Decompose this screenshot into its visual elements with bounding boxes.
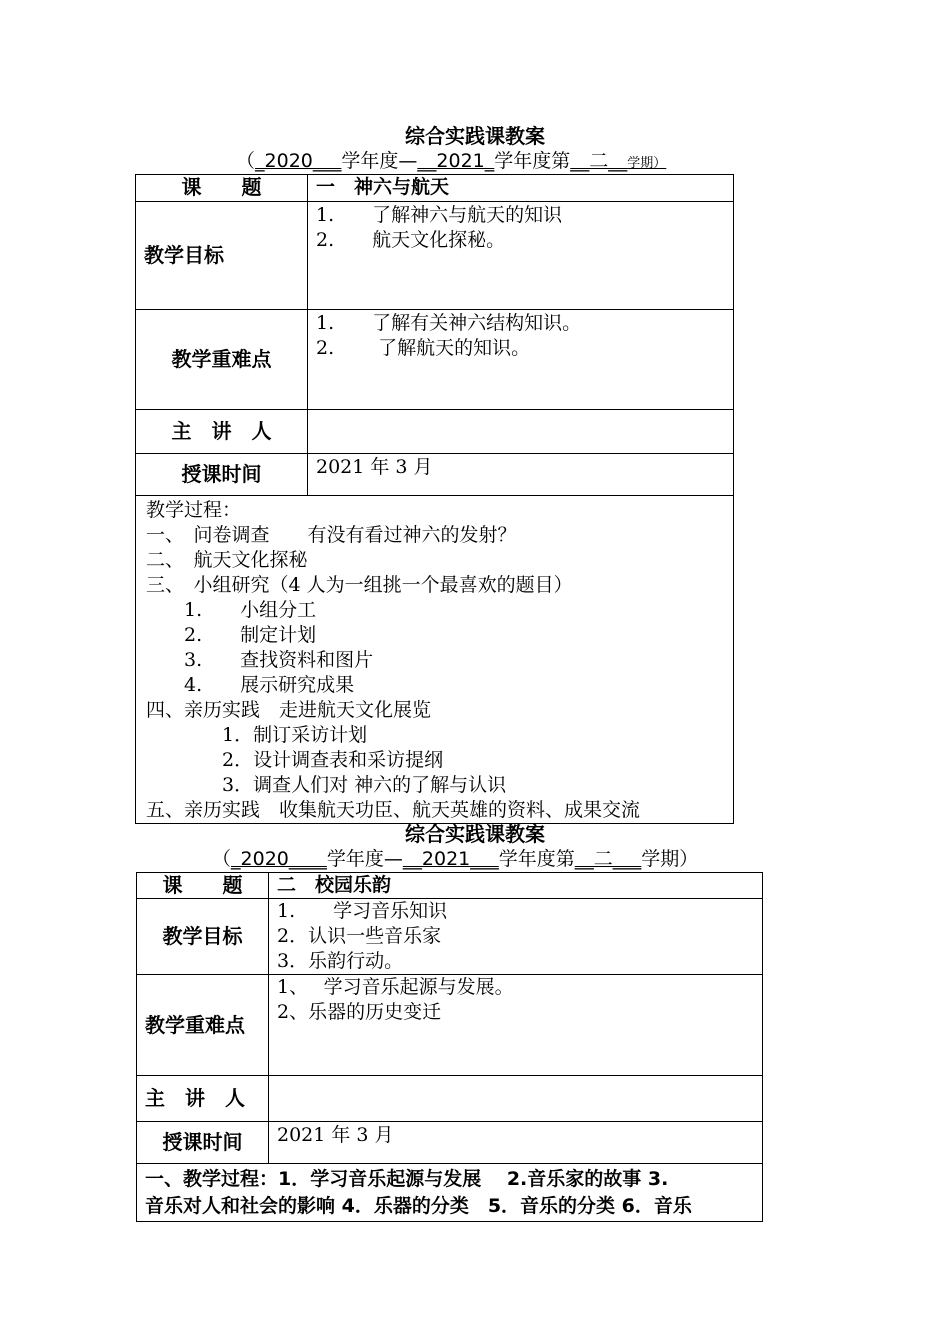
process-line: 1. 小组分工 [146,599,317,621]
process-cell [137,1164,763,1222]
goals-label: 教学目标 [136,202,308,310]
topic-label: 课 题 [137,873,269,899]
topic-label: 课 题 [136,175,308,202]
subtitle-year-end: __2021_ [417,150,495,172]
subtitle-year-end: __2021___ [402,848,499,870]
process-line: 3．调查人们对 神六的了解与认识 [146,774,507,796]
goals-row [137,899,763,975]
keypoints-row [136,310,734,410]
keypoints-cell [269,975,763,1076]
time-cell [308,454,734,496]
process-line: 二、 航天文化探秘 [146,549,308,571]
process-line: 3. 查找资料和图片 [146,649,374,671]
process-line: 四、亲历实践 走进航天文化展览 [146,699,432,721]
plan2-table [136,872,763,1222]
goal-item: 1. 了解神六与航天的知识 [316,204,563,226]
process-line: 2. 制定计划 [146,624,317,646]
process-line: 一、 问卷调查 有没有看过神六的发射？ [146,524,517,546]
process-line: 1．制订采访计划 [146,724,368,746]
subtitle-year-start: _2020___ [255,150,342,172]
goals-label: 教学目标 [137,899,269,975]
goals-row [136,202,734,310]
subtitle-text-3: 学期） [627,156,667,171]
subtitle-text-1: 学年度— [341,150,418,172]
process-line: 一、教学过程：1．学习音乐起源与发展 2.音乐家的故事 3. [145,1168,669,1190]
subtitle-text-3: 学期） [641,848,699,870]
plan1-title: 综合实践课教案 [405,124,545,148]
lecturer-label: 主 讲 人 [137,1076,269,1122]
plan2-title: 综合实践课教案 [405,822,545,846]
keypoints-label: 教学重难点 [137,975,269,1076]
topic-row [137,873,763,899]
lecturer-value [269,1076,763,1122]
lecturer-value [308,410,734,454]
subtitle-text-2: 学年度第 [494,150,571,172]
time-row [136,454,734,496]
lecturer-row [137,1076,763,1122]
keypoints-row [137,975,763,1076]
process-row [136,496,734,824]
goals-cell [308,202,734,310]
time-label: 授课时间 [137,1122,269,1164]
topic-value: 一 神六与航天 [308,175,734,202]
time-label: 授课时间 [136,454,308,496]
plan1-table [135,174,734,824]
process-line: 教学过程： [146,499,242,521]
time-value: 2021 年 3 月 [277,1124,394,1146]
lecturer-label: 主 讲 人 [136,410,308,454]
topic-row [136,175,734,202]
subtitle-text-1: 学年度— [326,848,403,870]
process-line: 音乐对人和社会的影响 4．乐器的分类 5．音乐的分类 6．音乐 [145,1195,692,1217]
keypoints-label: 教学重难点 [136,310,308,410]
keypoint-item: 1. 了解有关神六结构知识。 [316,312,582,334]
process-row [137,1164,763,1222]
topic-value: 二 校园乐韵 [269,873,763,899]
process-line: 2．设计调查表和采访提纲 [146,749,444,771]
process-line: 4. 展示研究成果 [146,674,355,696]
process-cell [136,496,734,824]
keypoint-item: 2、乐器的历史变迁 [277,1001,442,1023]
goal-item: 2．认识一些音乐家 [277,925,442,947]
subtitle-open: （ [236,150,256,172]
subtitle-open: （ [212,848,232,870]
subtitle-semester: __二___ [574,848,642,870]
time-cell [269,1122,763,1164]
goal-item: 2. 航天文化探秘。 [316,229,506,251]
goals-cell [269,899,763,975]
process-line: 三、 小组研究（4 人为一组挑一个最喜欢的题目） [146,574,573,596]
subtitle-text-2: 学年度第 [498,848,575,870]
plan2-subtitle [212,848,698,870]
plan1-subtitle [236,150,666,175]
goal-item: 1. 学习音乐知识 [277,900,448,922]
time-row [137,1122,763,1164]
subtitle-year-start: _2020____ [231,848,327,870]
keypoints-cell [308,310,734,410]
goal-item: 3．乐韵行动。 [277,950,404,972]
keypoint-item: 2. 了解航天的知识。 [316,337,531,359]
subtitle-semester: __二__ [570,150,628,172]
lecturer-row [136,410,734,454]
keypoint-item: 1、 学习音乐起源与发展。 [277,976,514,998]
time-value: 2021 年 3 月 [316,456,433,478]
process-line: 五、亲历实践 收集航天功臣、航天英雄的资料、成果交流 [146,799,641,821]
